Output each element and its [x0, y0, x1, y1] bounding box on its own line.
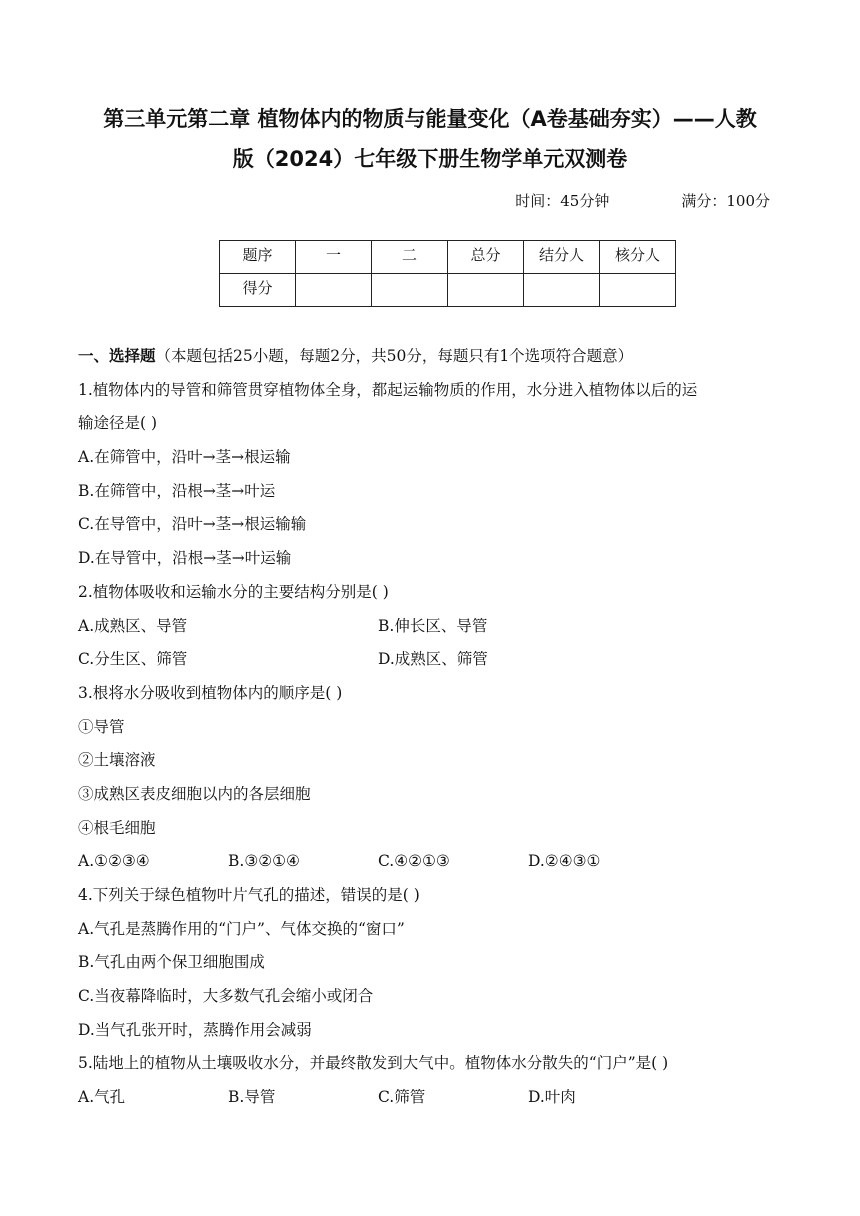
score-cell[interactable] — [600, 274, 676, 307]
score-header-cell: 核分人 — [600, 241, 676, 274]
answer-option: D.在导管中，沿根→茎→叶运输 — [78, 549, 292, 568]
score-cell[interactable] — [448, 274, 524, 307]
exam-title — [78, 99, 782, 179]
score-header-cell: 总分 — [448, 241, 524, 274]
answer-option: A.气孔是蒸腾作用的“门户”、气体交换的“窗口” — [78, 919, 405, 938]
time-limit: 时间：45分钟 — [515, 192, 610, 210]
question-item: ④根毛细胞 — [78, 818, 156, 837]
section-header — [78, 340, 778, 374]
answer-option: B.③②①④ — [228, 852, 300, 871]
questions-section — [78, 340, 778, 1115]
answer-option: A.在筛管中，沿叶→茎→根运输 — [78, 448, 291, 467]
answer-option: B.导管 — [228, 1088, 276, 1107]
answer-option: B.伸长区、导管 — [378, 616, 488, 635]
title-line-1: 第三单元第二章 植物体内的物质与能量变化（A卷基础夯实）——人教 — [103, 107, 757, 131]
score-header-cell: 结分人 — [524, 241, 600, 274]
exam-meta — [515, 190, 770, 211]
answer-option: D.叶肉 — [528, 1088, 576, 1107]
score-header-cell: 二 — [372, 241, 448, 274]
answer-option: D.②④③① — [528, 852, 601, 871]
question-stem: 4.下列关于绿色植物叶片气孔的描述，错误的是( ) — [78, 886, 420, 904]
question-stem: 2.植物体吸收和运输水分的主要结构分别是( ) — [78, 582, 389, 601]
answer-option: D.成熟区、筛管 — [378, 650, 488, 669]
option-row — [78, 1081, 778, 1115]
question-stem: 5.陆地上的植物从土壤吸收水分，并最终散发到大气中。植物体水分散失的“门户”是( ) — [78, 1054, 669, 1073]
section-heading: 一、选择题 — [78, 347, 156, 365]
score-cell[interactable] — [296, 274, 372, 307]
answer-option: C.分生区、筛管 — [78, 650, 188, 669]
score-row-label: 得分 — [220, 274, 296, 307]
full-score: 满分：100分 — [681, 192, 770, 210]
question-item: ③成熟区表皮细胞以内的各层细胞 — [78, 784, 311, 803]
score-table-header-row — [220, 241, 676, 274]
answer-option: A.气孔 — [78, 1088, 126, 1107]
answer-option: B.在筛管中，沿根→茎→叶运 — [78, 481, 276, 500]
question-stem: 输途径是( ) — [78, 414, 158, 433]
score-table — [219, 240, 676, 307]
question-item: ②土壤溶液 — [78, 751, 156, 770]
answer-option: C.④②①③ — [378, 852, 450, 871]
answer-option: D.当气孔张开时，蒸腾作用会减弱 — [78, 1020, 312, 1039]
score-cell[interactable] — [524, 274, 600, 307]
answer-option: C.在导管中，沿叶→茎→根运输输 — [78, 515, 307, 534]
question-stem: 1.植物体内的导管和筛管贯穿植物体全身，都起运输物质的作用，水分进入植物体以后的运 — [78, 380, 698, 399]
answer-option: A.①②③④ — [78, 852, 150, 871]
question-item: ①导管 — [78, 717, 125, 736]
answer-option: B.气孔由两个保卫细胞围成 — [78, 953, 265, 972]
option-row — [78, 845, 778, 879]
option-row — [78, 643, 778, 677]
score-header-cell: 一 — [296, 241, 372, 274]
answer-option: C.当夜幕降临时，大多数气孔会缩小或闭合 — [78, 987, 374, 1006]
option-row — [78, 610, 778, 644]
title-line-2: 版（2024）七年级下册生物学单元双测卷 — [232, 147, 628, 171]
answer-option: A.成熟区、导管 — [78, 616, 188, 635]
score-cell[interactable] — [372, 274, 448, 307]
score-header-cell: 题序 — [220, 241, 296, 274]
section-instructions: （本题包括25小题，每题2分，共50分，每题只有1个选项符合题意） — [155, 347, 634, 365]
question-stem: 3.根将水分吸收到植物体内的顺序是( ) — [78, 683, 343, 702]
answer-option: C.筛管 — [378, 1088, 426, 1107]
score-table-score-row — [220, 274, 676, 307]
